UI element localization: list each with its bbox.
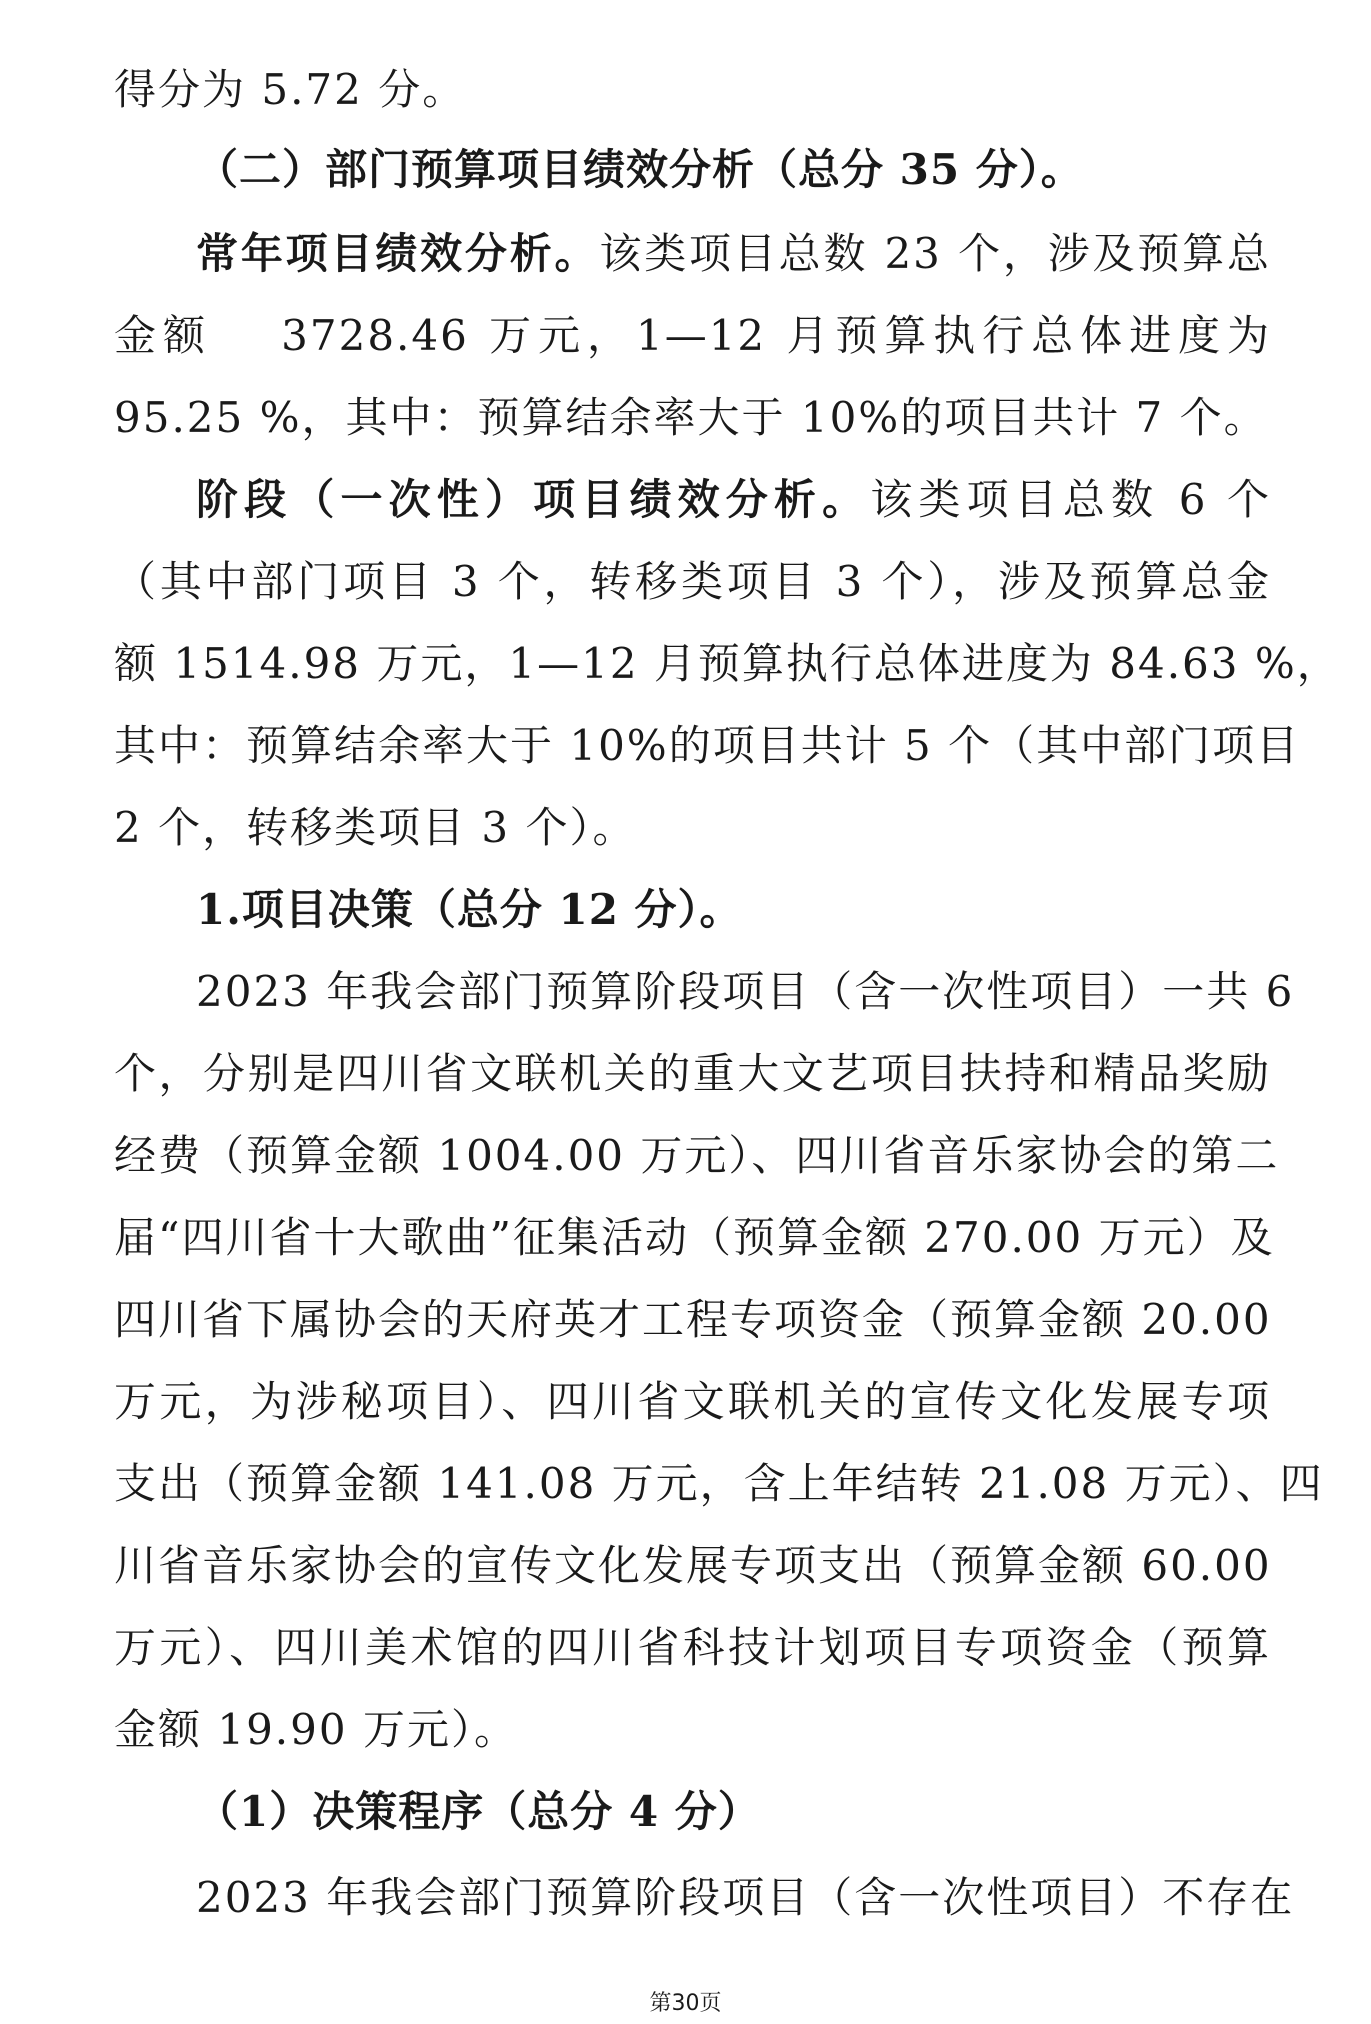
paragraph-line: 金额 3728.46 万元，1—12 月预算执行总体进度为 [114, 311, 1271, 360]
paragraph-text: 该类项目总数 23 个，涉及预算总 [599, 229, 1271, 278]
paragraph-line: 2023 年我会部门预算阶段项目（含一次性项目）一共 6 [196, 967, 1295, 1016]
paragraph-line: 额 1514.98 万元，1—12 月预算执行总体进度为 84.63 %， [114, 639, 1341, 688]
lead-phrase: 常年项目绩效分析。 [196, 229, 600, 278]
paragraph-line: 届“四川省十大歌曲”征集活动（预算金额 270.00 万元）及 [114, 1213, 1275, 1262]
paragraph-line: 2 个，转移类项目 3 个）。 [114, 803, 637, 852]
paragraph-line: 经费（预算金额 1004.00 万元）、四川省音乐家协会的第二 [114, 1131, 1280, 1180]
subsection-heading: 1.项目决策（总分 12 分）。 [196, 885, 743, 934]
page-number: 第30页 [649, 1991, 722, 2016]
paragraph-line: 万元，为涉秘项目）、四川省文联机关的宣传文化发展专项 [114, 1377, 1271, 1426]
lead-phrase: 阶段（一次性）项目绩效分析。 [196, 475, 871, 524]
paragraph-line: （其中部门项目 3 个，转移类项目 3 个），涉及预算总金 [114, 557, 1271, 606]
paragraph-line: 其中：预算结余率大于 10%的项目共计 5 个（其中部门项目 [114, 721, 1301, 770]
paragraph-line: 川省音乐家协会的宣传文化发展专项支出（预算金额 60.00 [114, 1541, 1272, 1590]
paragraph-line: 支出（预算金额 141.08 万元，含上年结转 21.08 万元）、四 [114, 1459, 1324, 1508]
paragraph-text: 该类项目总数 6 个 [870, 475, 1271, 524]
paragraph-line: 2023 年我会部门预算阶段项目（含一次性项目）不存在 [196, 1873, 1295, 1922]
paragraph-line: 四川省下属协会的天府英才工程专项资金（预算金额 20.00 [114, 1295, 1272, 1344]
paragraph-line: 95.25 %，其中：预算结余率大于 10%的项目共计 7 个。 [114, 393, 1268, 442]
paragraph-line [196, 460, 1271, 540]
paragraph-line: 万元）、四川美术馆的四川省科技计划项目专项资金（预算 [114, 1623, 1271, 1672]
paragraph-line: 得分为 5.72 分。 [114, 65, 467, 114]
section-heading: （二）部门预算项目绩效分析（总分 35 分）。 [196, 145, 1084, 194]
paragraph-line [196, 214, 1271, 294]
paragraph-line: 金额 19.90 万元）。 [114, 1705, 518, 1754]
subsection-heading: （1）决策程序（总分 4 分） [196, 1787, 761, 1836]
paragraph-line: 个，分别是四川省文联机关的重大文艺项目扶持和精品奖励 [114, 1049, 1271, 1098]
